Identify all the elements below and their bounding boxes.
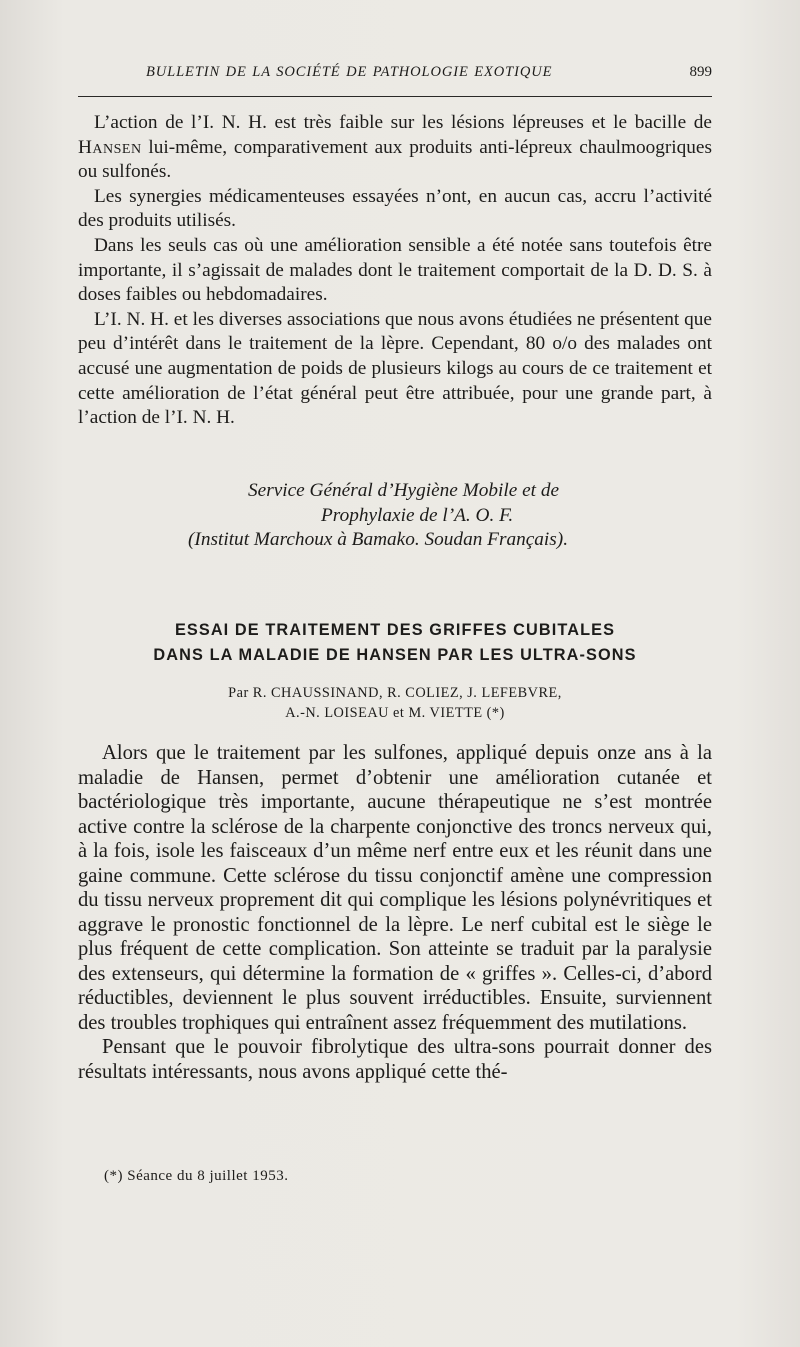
running-head	[146, 64, 712, 90]
author-name: Hansen	[78, 136, 142, 158]
authors-line: A.-N. LOISEAU et M. VIETTE (*)	[285, 705, 505, 721]
article-authors	[78, 683, 712, 723]
article-title	[78, 618, 712, 668]
authors-line: Par R. CHAUSSINAND, R. COLIEZ, J. LEFEBVRE,	[228, 685, 562, 701]
journal-title: BULLETIN DE LA SOCIÉTÉ DE PATHOLOGIE EXOTIQUE	[146, 64, 553, 80]
paragraph: Alors que le traitement par les sulfones, appliqué depuis onze ans à la maladie de Hansen, permet d’obtenir une amélioration cutanée et bactériologique très importante, aucune thérapeutique ne s’est montrée active contre la sclérose de la charpente conjonctive des troncs nerveux qui, à la fois, isole les faisceaux d’un même nerf entre eux et les réunit dans une gaine commune. Cette sclérose du tissu conjonctif amène une compression du tissu nerveux proprement dit qui complique les lésions polynévritiques et aggrave le pronostic fonctionnel de la lèpre. Le nerf cubital est le siège le plus fréquent de cette complication. Son atteinte se traduit par la paralysie des extenseurs, qui détermine la formation de « griffes ». Celles-ci, d’abord réductibles, deviennent le plus souvent irréductibles. Ensuite, surviennent des troubles trophiques qui entraînent assez fréquemment des mutilations.	[78, 742, 712, 1034]
paragraph: Les synergies médicamenteuses essayées n’ont, en aucun cas, accru l’activité des produits utilisés.	[78, 185, 712, 232]
paragraph: L’I. N. H. et les diverses associations que nous avons étudiées ne présentent que peu d’intérêt dans le traitement de la lèpre. Cependant, 80 o/o des malades ont accusé une augmentation de poids de plusieurs kilogs au cours de ce traitement et cette amélioration de l’état général peut être attribuée, pour une grande part, à l’action de l’I. N. H.	[78, 308, 712, 429]
previous-article-conclusion	[78, 111, 712, 431]
paragraph-text: lui-même, comparativement aux produits anti-lépreux chaulmoogriques ou sulfonés.	[78, 136, 712, 183]
affiliation-line: Prophylaxie de l’A. O. F.	[321, 504, 514, 526]
affiliation-line: Service Général d’Hygiène Mobile et de	[248, 480, 560, 501]
title-line: ESSAI DE TRAITEMENT DES GRIFFES CUBITALES	[174, 621, 616, 639]
paragraph-text: L’action de l’I. N. H. est très faible sur les lésions lépreuses et le bacille de	[94, 112, 712, 133]
article-body	[78, 741, 712, 1084]
paragraph	[78, 111, 712, 185]
footnote: (*) Séance du 8 juillet 1953.	[104, 1168, 289, 1184]
affiliation-line: (Institut Marchoux à Bamako. Soudan Français).	[188, 529, 569, 551]
affiliation-signature	[78, 479, 712, 553]
title-line: DANS LA MALADIE DE HANSEN PAR LES ULTRA-SONS	[153, 646, 637, 664]
paragraph: Dans les seuls cas où une amélioration sensible a été notée sans toutefois être importante, il s’agissait de malades dont le traitement comportait de la D. D. S. à doses faibles ou hebdomadaires.	[78, 234, 712, 306]
page-number: 899	[689, 64, 712, 80]
header-rule	[78, 96, 712, 97]
paragraph: Pensant que le pouvoir fibrolytique des ultra-sons pourrait donner des résultats intéressants, nous avons appliqué cette thé-	[78, 1036, 712, 1083]
